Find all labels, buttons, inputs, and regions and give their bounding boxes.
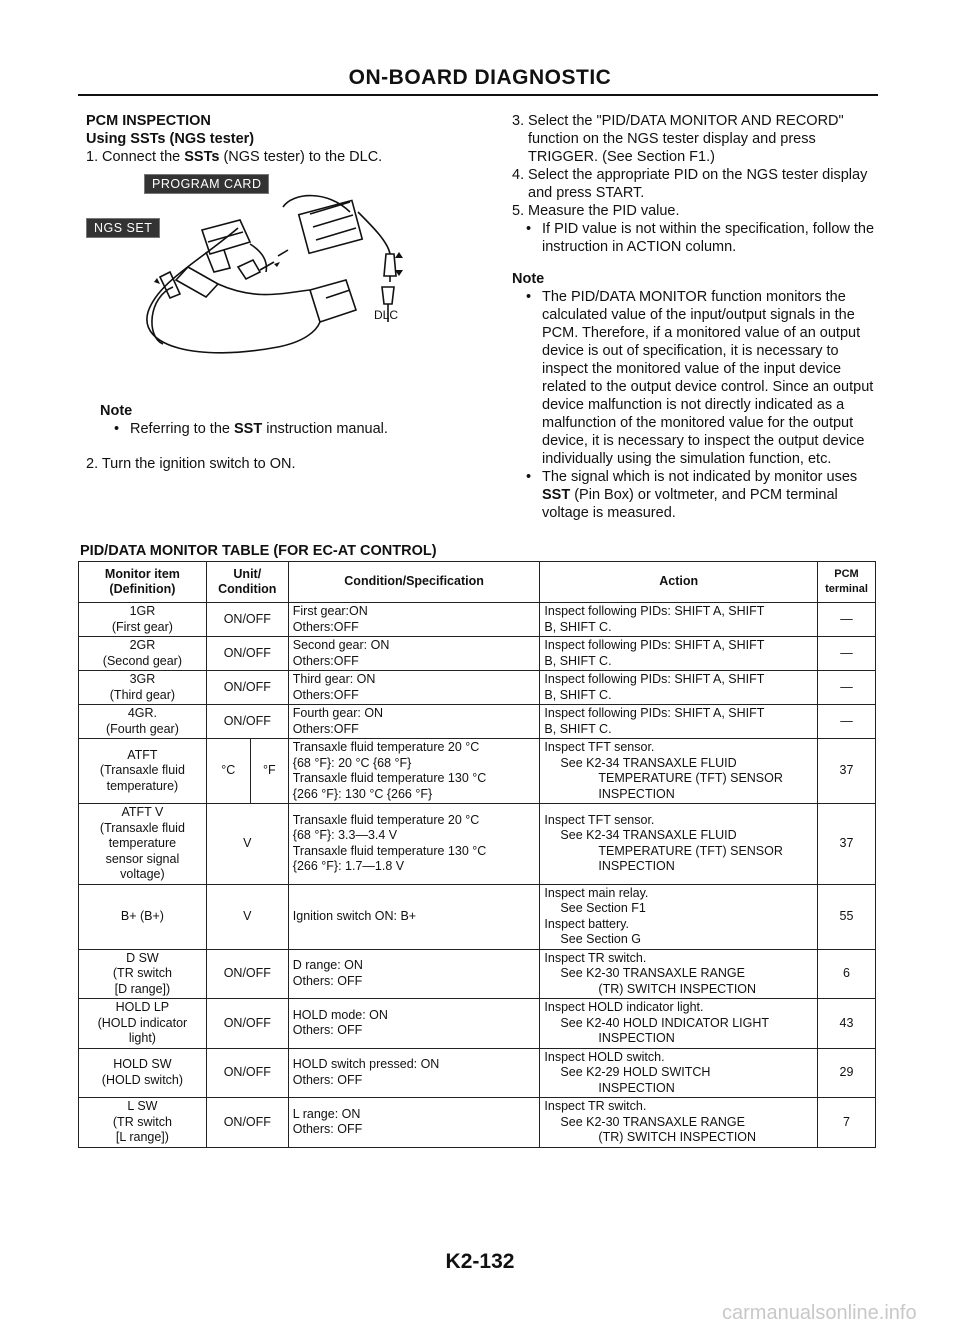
program-card-label: PROGRAM CARD: [144, 174, 269, 194]
page-number: K2-132: [445, 1250, 515, 1273]
condition: Third gear: ON Others:OFF: [288, 671, 540, 705]
pcm-terminal: 29: [817, 1048, 875, 1098]
monitor-item: B+ (B+): [79, 884, 207, 949]
step-1-number: 1.: [86, 149, 99, 165]
monitor-item: 1GR (First gear): [79, 603, 207, 637]
page-header: ON-BOARD DIAGNOSTIC: [348, 66, 612, 89]
step-5-bullet-text: If PID value is not within the specification, follow the instruction in ACTION column.: [542, 221, 875, 255]
pcm-terminal: —: [817, 671, 875, 705]
unit: ON/OFF: [206, 671, 288, 705]
ngs-diagram-illustration: [88, 172, 428, 372]
monitor-item: D SW (TR switch [D range]): [79, 949, 207, 999]
pcm-terminal: 6: [817, 949, 875, 999]
step-1: [86, 148, 466, 166]
monitor-item: 2GR (Second gear): [79, 637, 207, 671]
action: Inspect TFT sensor. See K2-34 TRANSAXLE FLUID TEMPERATURE (TFT) SENSOR INSPECTION: [540, 739, 818, 804]
bullet-icon: •: [526, 469, 532, 485]
condition: Second gear: ON Others:OFF: [288, 637, 540, 671]
left-note-bold: SST: [233, 421, 263, 437]
monitor-item: L SW (TR switch [L range]): [79, 1098, 207, 1148]
pid-monitor-table: [78, 561, 876, 1148]
action: Inspect main relay. See Section F1 Inspect battery. See Section G: [540, 884, 818, 949]
condition: Transaxle fluid temperature 20 °C {68 °F}: 3.3—3.4 V Transaxle fluid temperature 130 °C {266 °F}: 1.7—1.8 V: [288, 804, 540, 885]
table-row: [79, 804, 876, 885]
monitor-item: ATFT (Transaxle fluid temperature): [79, 739, 207, 804]
action: Inspect HOLD indicator light. See K2-40 HOLD INDICATOR LIGHT INSPECTION: [540, 999, 818, 1049]
step-5-bullet: [512, 220, 882, 256]
action: Inspect following PIDs: SHIFT A, SHIFT B, SHIFT C.: [540, 705, 818, 739]
unit: V: [206, 804, 288, 885]
monitor-item: 4GR. (Fourth gear): [79, 705, 207, 739]
section-heading: PCM INSPECTION: [86, 113, 211, 129]
step-3-text: Select the "PID/DATA MONITOR AND RECORD" function on the NGS tester display and press TRIGGER. (See Section F1.): [528, 113, 844, 165]
unit-fahrenheit: °F: [250, 739, 288, 804]
step-5: [512, 202, 882, 220]
unit-celsius: °C: [206, 739, 250, 804]
bullet-icon: •: [526, 221, 532, 237]
unit: ON/OFF: [206, 949, 288, 999]
condition: Transaxle fluid temperature 20 °C {68 °F}: 20 °C {68 °F} Transaxle fluid temperature 130 °C {266 °F}: 130 °C {266 °F}: [288, 739, 540, 804]
pcm-terminal: 37: [817, 804, 875, 885]
left-note-text-a: Referring to the: [130, 421, 234, 437]
action: Inspect TR switch. See K2-30 TRANSAXLE RANGE (TR) SWITCH INSPECTION: [540, 949, 818, 999]
unit: ON/OFF: [206, 603, 288, 637]
pcm-terminal: 55: [817, 884, 875, 949]
table-row: [79, 884, 876, 949]
unit: V: [206, 884, 288, 949]
action: Inspect following PIDs: SHIFT A, SHIFT B, SHIFT C.: [540, 671, 818, 705]
table-row: [79, 739, 876, 804]
spacer: [512, 256, 882, 270]
bullet-icon: •: [114, 421, 120, 437]
condition: HOLD mode: ON Others: OFF: [288, 999, 540, 1049]
table-row: [79, 999, 876, 1049]
right-note-bold: SST: [542, 487, 571, 503]
right-note-title: Note: [512, 271, 545, 287]
ngs-set-label: NGS SET: [86, 218, 160, 238]
right-note-item-1: [512, 288, 882, 468]
action: Inspect following PIDs: SHIFT A, SHIFT B, SHIFT C.: [540, 603, 818, 637]
step-4-number: 4.: [512, 167, 525, 183]
table-row: [79, 949, 876, 999]
left-note-text-b: instruction manual.: [262, 421, 388, 437]
step-5-text: Measure the PID value.: [528, 203, 680, 219]
right-column: [512, 112, 882, 522]
header-monitor-item: Monitor item (Definition): [79, 562, 207, 603]
table-row: [79, 637, 876, 671]
step-5-number: 5.: [512, 203, 525, 219]
action: Inspect TR switch. See K2-30 TRANSAXLE RANGE (TR) SWITCH INSPECTION: [540, 1098, 818, 1148]
pcm-terminal: —: [817, 637, 875, 671]
table-row: [79, 1048, 876, 1098]
step-4: [512, 166, 882, 202]
table-row: [79, 603, 876, 637]
watermark: carmanualsonline.info: [722, 1302, 917, 1324]
step-1-text-a: Connect the: [102, 149, 185, 165]
right-note-text-2b: (Pin Box) or voltmeter, and PCM terminal voltage is measured.: [542, 487, 838, 521]
left-column: [86, 112, 466, 166]
header-action: Action: [540, 562, 818, 603]
action: Inspect HOLD switch. See K2-29 HOLD SWITCH INSPECTION: [540, 1048, 818, 1098]
monitor-item: HOLD LP (HOLD indicator light): [79, 999, 207, 1049]
table-title: PID/DATA MONITOR TABLE (FOR EC-AT CONTROL): [80, 543, 437, 559]
step-1-text-b: (NGS tester) to the DLC.: [219, 149, 383, 165]
pcm-terminal: —: [817, 603, 875, 637]
dlc-label: DLC: [374, 308, 399, 322]
condition: First gear:ON Others:OFF: [288, 603, 540, 637]
right-note-text-1: The PID/DATA MONITOR function monitors the calculated value of the input/output signals in the PCM. Therefore, if a monitored value of an output device is out of specification, it is necessary to inspect the monitored value of the input device related to the output device control. Since an output device malfunction is not directly indicated as a malfunction of the monitored value for the output device, it is necessary to inspect the output device individually using the simulation function, etc.: [542, 289, 874, 467]
unit: ON/OFF: [206, 637, 288, 671]
step-2: 2. Turn the ignition switch to ON.: [86, 456, 296, 472]
header-rule: [78, 94, 878, 96]
pcm-terminal: 7: [817, 1098, 875, 1148]
condition: Ignition switch ON: B+: [288, 884, 540, 949]
table-row: [79, 1098, 876, 1148]
condition: D range: ON Others: OFF: [288, 949, 540, 999]
header-unit: Unit/ Condition: [206, 562, 288, 603]
header-pcm-terminal: PCM terminal: [817, 562, 875, 603]
table-header-row: [79, 562, 876, 603]
section-subheading: Using SSTs (NGS tester): [86, 131, 255, 147]
unit: ON/OFF: [206, 1048, 288, 1098]
action: Inspect following PIDs: SHIFT A, SHIFT B, SHIFT C.: [540, 637, 818, 671]
bullet-icon: •: [526, 289, 532, 305]
unit: ON/OFF: [206, 999, 288, 1049]
condition: Fourth gear: ON Others:OFF: [288, 705, 540, 739]
left-note: [100, 402, 460, 438]
monitor-item: HOLD SW (HOLD switch): [79, 1048, 207, 1098]
step-4-text: Select the appropriate PID on the NGS tester display and press START.: [528, 167, 868, 201]
monitor-item: ATFT V (Transaxle fluid temperature sensor signal voltage): [79, 804, 207, 885]
step-3: [512, 112, 882, 166]
header-condition: Condition/Specification: [288, 562, 540, 603]
action: Inspect TFT sensor. See K2-34 TRANSAXLE FLUID TEMPERATURE (TFT) SENSOR INSPECTION: [540, 804, 818, 885]
right-note-item-2: [512, 468, 882, 522]
unit: ON/OFF: [206, 705, 288, 739]
unit: ON/OFF: [206, 1098, 288, 1148]
table-row: [79, 671, 876, 705]
table-row: [79, 705, 876, 739]
left-note-title: Note: [100, 403, 133, 419]
right-note-text-2a: The signal which is not indicated by monitor uses: [542, 469, 858, 485]
pcm-terminal: 37: [817, 739, 875, 804]
step-3-number: 3.: [512, 113, 525, 129]
step-1-bold: SSTs: [184, 149, 220, 165]
condition: L range: ON Others: OFF: [288, 1098, 540, 1148]
pcm-terminal: 43: [817, 999, 875, 1049]
pcm-terminal: —: [817, 705, 875, 739]
condition: HOLD switch pressed: ON Others: OFF: [288, 1048, 540, 1098]
ngs-connection-figure: [88, 172, 428, 372]
left-note-item: [100, 420, 460, 438]
monitor-item: 3GR (Third gear): [79, 671, 207, 705]
